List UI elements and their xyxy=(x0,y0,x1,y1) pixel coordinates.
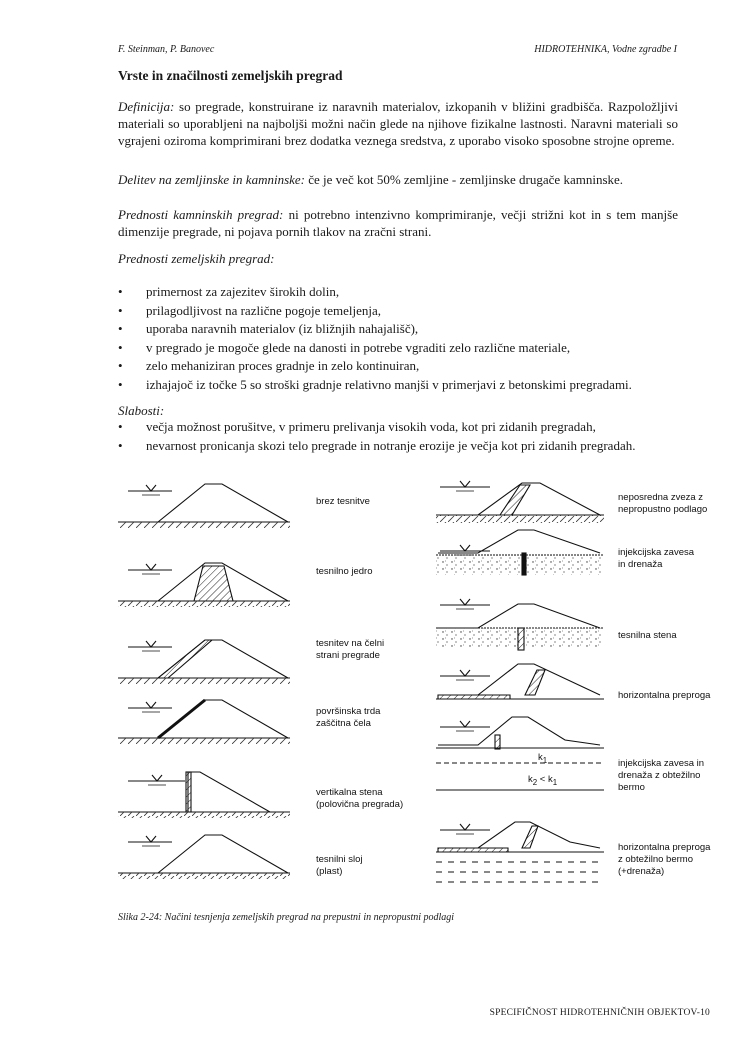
definition-text: so pregrade, konstruirane iz naravnih materialov, izkopanih v bližini gradbišča. Razpoložljivi materiali so uporabljeni na najboljši možni način glede na njihove fizikalne lastnosti. Naravni materiali so vgrajeni oziroma komprimirani brez dodatka veznega sredstva, z uporabo visoko sposobne strojne opreme. xyxy=(118,99,678,148)
rockfill-advantages-text: ni potrebno intenzivno komprimiranje, večji strižni kot in s tem manjše dimenzije pregrade, ni pojava pornih tlakov na zračni strani. xyxy=(118,207,678,239)
label-line: površinska trda xyxy=(316,706,381,717)
list-item: • primernost za zajezitev širokih dolin, xyxy=(118,283,688,302)
label-line: z obtežilno bermo xyxy=(618,854,693,865)
label-horizontal-blanket: horizontalna preproga xyxy=(618,690,711,701)
relation-subscript: 1 xyxy=(552,777,558,787)
label-grout-curtain-loaded-berm xyxy=(618,758,704,794)
label-line: horizontalna preproga xyxy=(618,842,711,853)
k2-symbol: k xyxy=(528,774,533,785)
label-sealing-layer xyxy=(316,854,362,878)
label-line: injekcijska zavesa in xyxy=(618,758,705,769)
relation-text: < k xyxy=(537,774,553,785)
division-text: če je več kot 50% zemljine - zemljinske drugače kamninske. xyxy=(305,172,624,187)
diagram-impermeable-base-link xyxy=(436,481,604,523)
label-sealing-core: tesnilno jedro xyxy=(316,566,373,577)
label-line: vertikalna stena xyxy=(316,787,383,798)
header-course: HIDROTEHNIKA, Vodne zgradbe I xyxy=(534,44,677,55)
list-item: • nevarnost pronicanja skozi telo pregrade in notranje erozije je večja kot pri zidanih pregradah. xyxy=(118,437,688,456)
rockfill-advantages-term: Prednosti kamninskih pregrad: xyxy=(118,207,284,222)
diagram-hard-surface-face xyxy=(118,700,290,744)
diagram-horizontal-blanket xyxy=(436,664,604,699)
list-item: • večja možnost porušitve, v primeru prelivanja visokih voda, kot pri zidanih pregradah, xyxy=(118,418,688,437)
diagram-vertical-wall xyxy=(118,772,290,818)
diagram-sealing-core xyxy=(118,563,290,607)
label-hard-surface-face xyxy=(316,706,380,730)
diagram-blanket-loaded-berm xyxy=(436,822,604,882)
label-line: nepropustno podlago xyxy=(618,504,708,515)
diagram-sealing-layer xyxy=(118,835,290,879)
list-item: • izhajajoč iz točke 5 so stroški gradnje relativno manjši v primerjavi z betonskimi pregradami. xyxy=(118,376,688,395)
definition-term: Definicija: xyxy=(118,99,175,114)
label-line: in drenaža xyxy=(618,559,663,570)
label-line: (plast) xyxy=(316,866,343,877)
figure-caption: Slika 2-24: Načini tesnjenja zemeljskih pregrad na prepustni in nepropustni podlagi xyxy=(118,912,455,923)
diagram-sealing-wall xyxy=(436,599,604,650)
k2-subscript: 2 xyxy=(532,777,538,787)
k1-symbol: k xyxy=(538,752,543,763)
label-line: (polovična pregrada) xyxy=(316,799,404,810)
diagram-grout-curtain-drainage xyxy=(436,530,604,575)
label-line: zaščitna čela xyxy=(316,718,371,729)
label-sealing-wall: tesnilna stena xyxy=(618,630,677,641)
diagram-no-sealing xyxy=(118,484,290,528)
diagram-upstream-face-sealing xyxy=(118,640,290,684)
label-line: (+drenaža) xyxy=(618,866,665,877)
label-no-sealing: brez tesnitve xyxy=(316,496,370,507)
diagram-grout-curtain-loaded-berm xyxy=(436,717,604,790)
label-line: tesnilni sloj xyxy=(316,854,363,865)
page-footer: SPECIFIČNOST HIDROTEHNIČNIH OBJEKTOV-10 xyxy=(489,1008,710,1018)
weaknesses-title-text: Slabosti: xyxy=(118,403,165,418)
label-grout-curtain-drainage xyxy=(618,547,694,571)
label-vertical-wall xyxy=(316,787,403,811)
label-line: drenaža z obtežilno xyxy=(618,770,701,781)
permeability-k1 xyxy=(538,752,547,767)
label-line: strani pregrade xyxy=(316,650,380,661)
list-item: • prilagodljivost na različne pogoje temeljenja, xyxy=(118,302,688,321)
header-authors: F. Steinman, P. Banovec xyxy=(118,44,215,55)
list-item: • v pregrado je mogoče glede na danosti in potrebe vgraditi zelo različne materiale, xyxy=(118,339,688,358)
label-line: injekcijska zavesa xyxy=(618,547,695,558)
label-impermeable-base-link xyxy=(618,492,707,516)
label-line: tesnitev na čelni xyxy=(316,638,385,649)
label-line: neposredna zveza z xyxy=(618,492,704,503)
list-item: • zelo mehaniziran proces gradnje in zelo kontinuiran, xyxy=(118,357,688,376)
label-line: bermo xyxy=(618,782,645,793)
section-title: Vrste in značilnosti zemeljskih pregrad xyxy=(118,68,343,83)
list-item: • uporaba naravnih materialov (iz bližnjih nahajališč), xyxy=(118,320,688,339)
permeability-relation xyxy=(528,774,557,789)
k1-subscript: 1 xyxy=(542,755,548,765)
earth-advantages-title-text: Prednosti zemeljskih pregrad: xyxy=(118,251,275,266)
division-term: Delitev na zemljinske in kamninske: xyxy=(118,172,305,187)
label-upstream-face-sealing xyxy=(316,638,384,662)
label-blanket-loaded-berm xyxy=(618,842,710,878)
